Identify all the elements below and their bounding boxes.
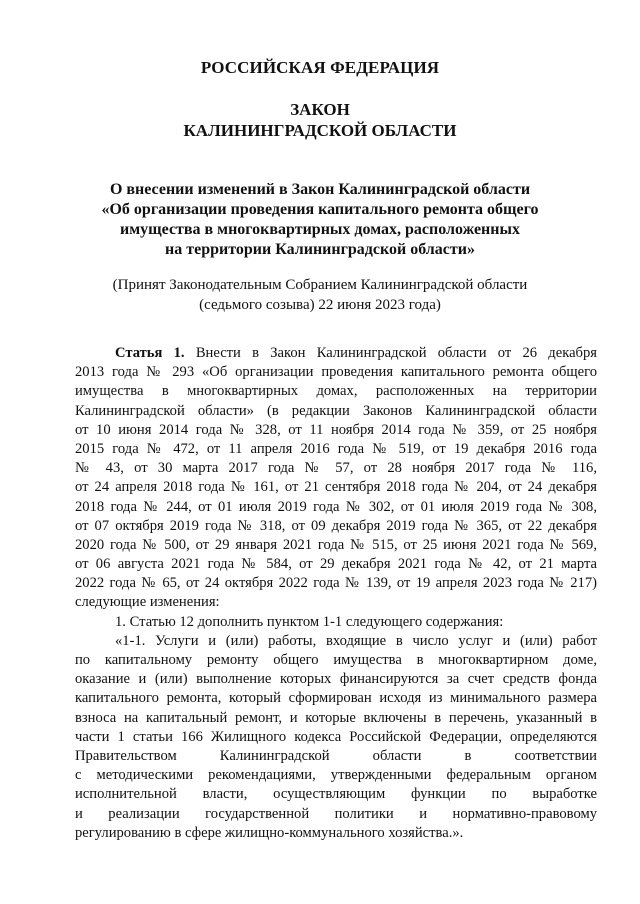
law-heading: [0, 99, 640, 141]
article-line: имущества в многоквартирных домах, расположенных на территории: [75, 383, 597, 400]
law-title: [0, 180, 640, 260]
article-line: 2015 года № 472, от 11 апреля 2016 года № 519, от 19 декабря 2016 года: [75, 440, 597, 457]
quote-line: с методическими рекомендациями, утвержденными федеральным органом: [75, 767, 597, 784]
adoption-note-line: (Принят Законодательным Собранием Калининградской области: [112, 277, 528, 293]
quote-line: по капитальному ремонту общего имущества в многоквартирном доме,: [75, 652, 597, 668]
article-1: [75, 344, 597, 843]
quote-line: части 1 статьи 166 Жилищного кодекса Российской Федерации, определяются: [75, 728, 597, 745]
law-title-line: «Об организации проведения капитального ремонта общего: [101, 201, 539, 218]
article-label: Статья 1.: [115, 345, 185, 361]
article-line: Калининградской области» (в редакции Законов Калининградской области: [75, 402, 597, 419]
adoption-note: [0, 275, 640, 315]
quote-line: оказание и (или) выполнение которых финансируются за счет средств фонда: [75, 671, 597, 688]
article-line: 2013 года № 293 «Об организации проведения капитального ремонта общего: [75, 364, 597, 381]
article-line: № 43, от 30 марта 2017 года № 57, от 28 ноября 2017 года № 116,: [75, 460, 597, 477]
law-heading-line: ЗАКОН: [290, 100, 350, 119]
law-title-line: на территории Калининградской области»: [165, 241, 475, 258]
article-line: от 06 августа 2021 года № 584, от 29 декабря 2021 года № 42, от 21 марта: [75, 556, 597, 573]
item-1: 1. Статью 12 дополнить пунктом 1-1 следующего содержания:: [115, 613, 504, 630]
article-1-first-line: [75, 344, 597, 363]
quote-line: «1-1. Услуги и (или) работы, входящие в число услуг и (или) работ: [115, 632, 597, 649]
quote-line: и реализации государственной политики и нормативно-правовому: [75, 805, 597, 822]
quote-line: Правительством Калининградской области в соответствии: [75, 747, 597, 764]
article-line: от 24 апреля 2018 года № 161, от 21 сентября 2018 года № 204, от 24 декабря: [75, 479, 597, 496]
adoption-note-line: (седьмого созыва) 22 июня 2023 года): [199, 297, 441, 313]
quote-line: исполнительной власти, осуществляющим функции по выработке: [75, 786, 597, 803]
quote-line: взноса на капитальный ремонт, и которые включены в перечень, указанный в: [75, 709, 597, 726]
article-line: 2022 года № 65, от 24 октября 2022 года № 139, от 19 апреля 2023 года № 217): [75, 575, 597, 592]
article-line: 2020 года № 500, от 29 января 2021 года № 515, от 25 июня 2021 года № 569,: [75, 536, 597, 553]
quote-line: капитального ремонта, который сформирован исходя из минимального размера: [75, 690, 597, 707]
law-title-line: О внесении изменений в Закон Калининградской области: [109, 181, 531, 198]
quote-line: регулированию в сфере жилищно-коммунального хозяйства.».: [75, 824, 464, 841]
article-line: от 10 июня 2014 года № 328, от 11 ноября 2014 года № 359, от 25 ноября: [75, 421, 597, 438]
article-line: от 07 октября 2019 года № 318, от 09 декабря 2019 года № 365, от 22 декабря: [75, 517, 597, 534]
law-heading-region: КАЛИНИНГРАДСКОЙ ОБЛАСТИ: [183, 121, 457, 140]
article-line: 2018 года № 244, от 01 июля 2019 года № 302, от 01 июля 2019 года № 308,: [75, 498, 597, 515]
article-text: Внести в Закон Калининградской области от 26 декабря: [184, 345, 597, 361]
article-line: следующие изменения:: [75, 594, 220, 611]
federation-heading: РОССИЙСКАЯ ФЕДЕРАЦИЯ: [200, 58, 440, 77]
law-title-line: имущества в многоквартирных домах, расположенных: [120, 221, 520, 238]
